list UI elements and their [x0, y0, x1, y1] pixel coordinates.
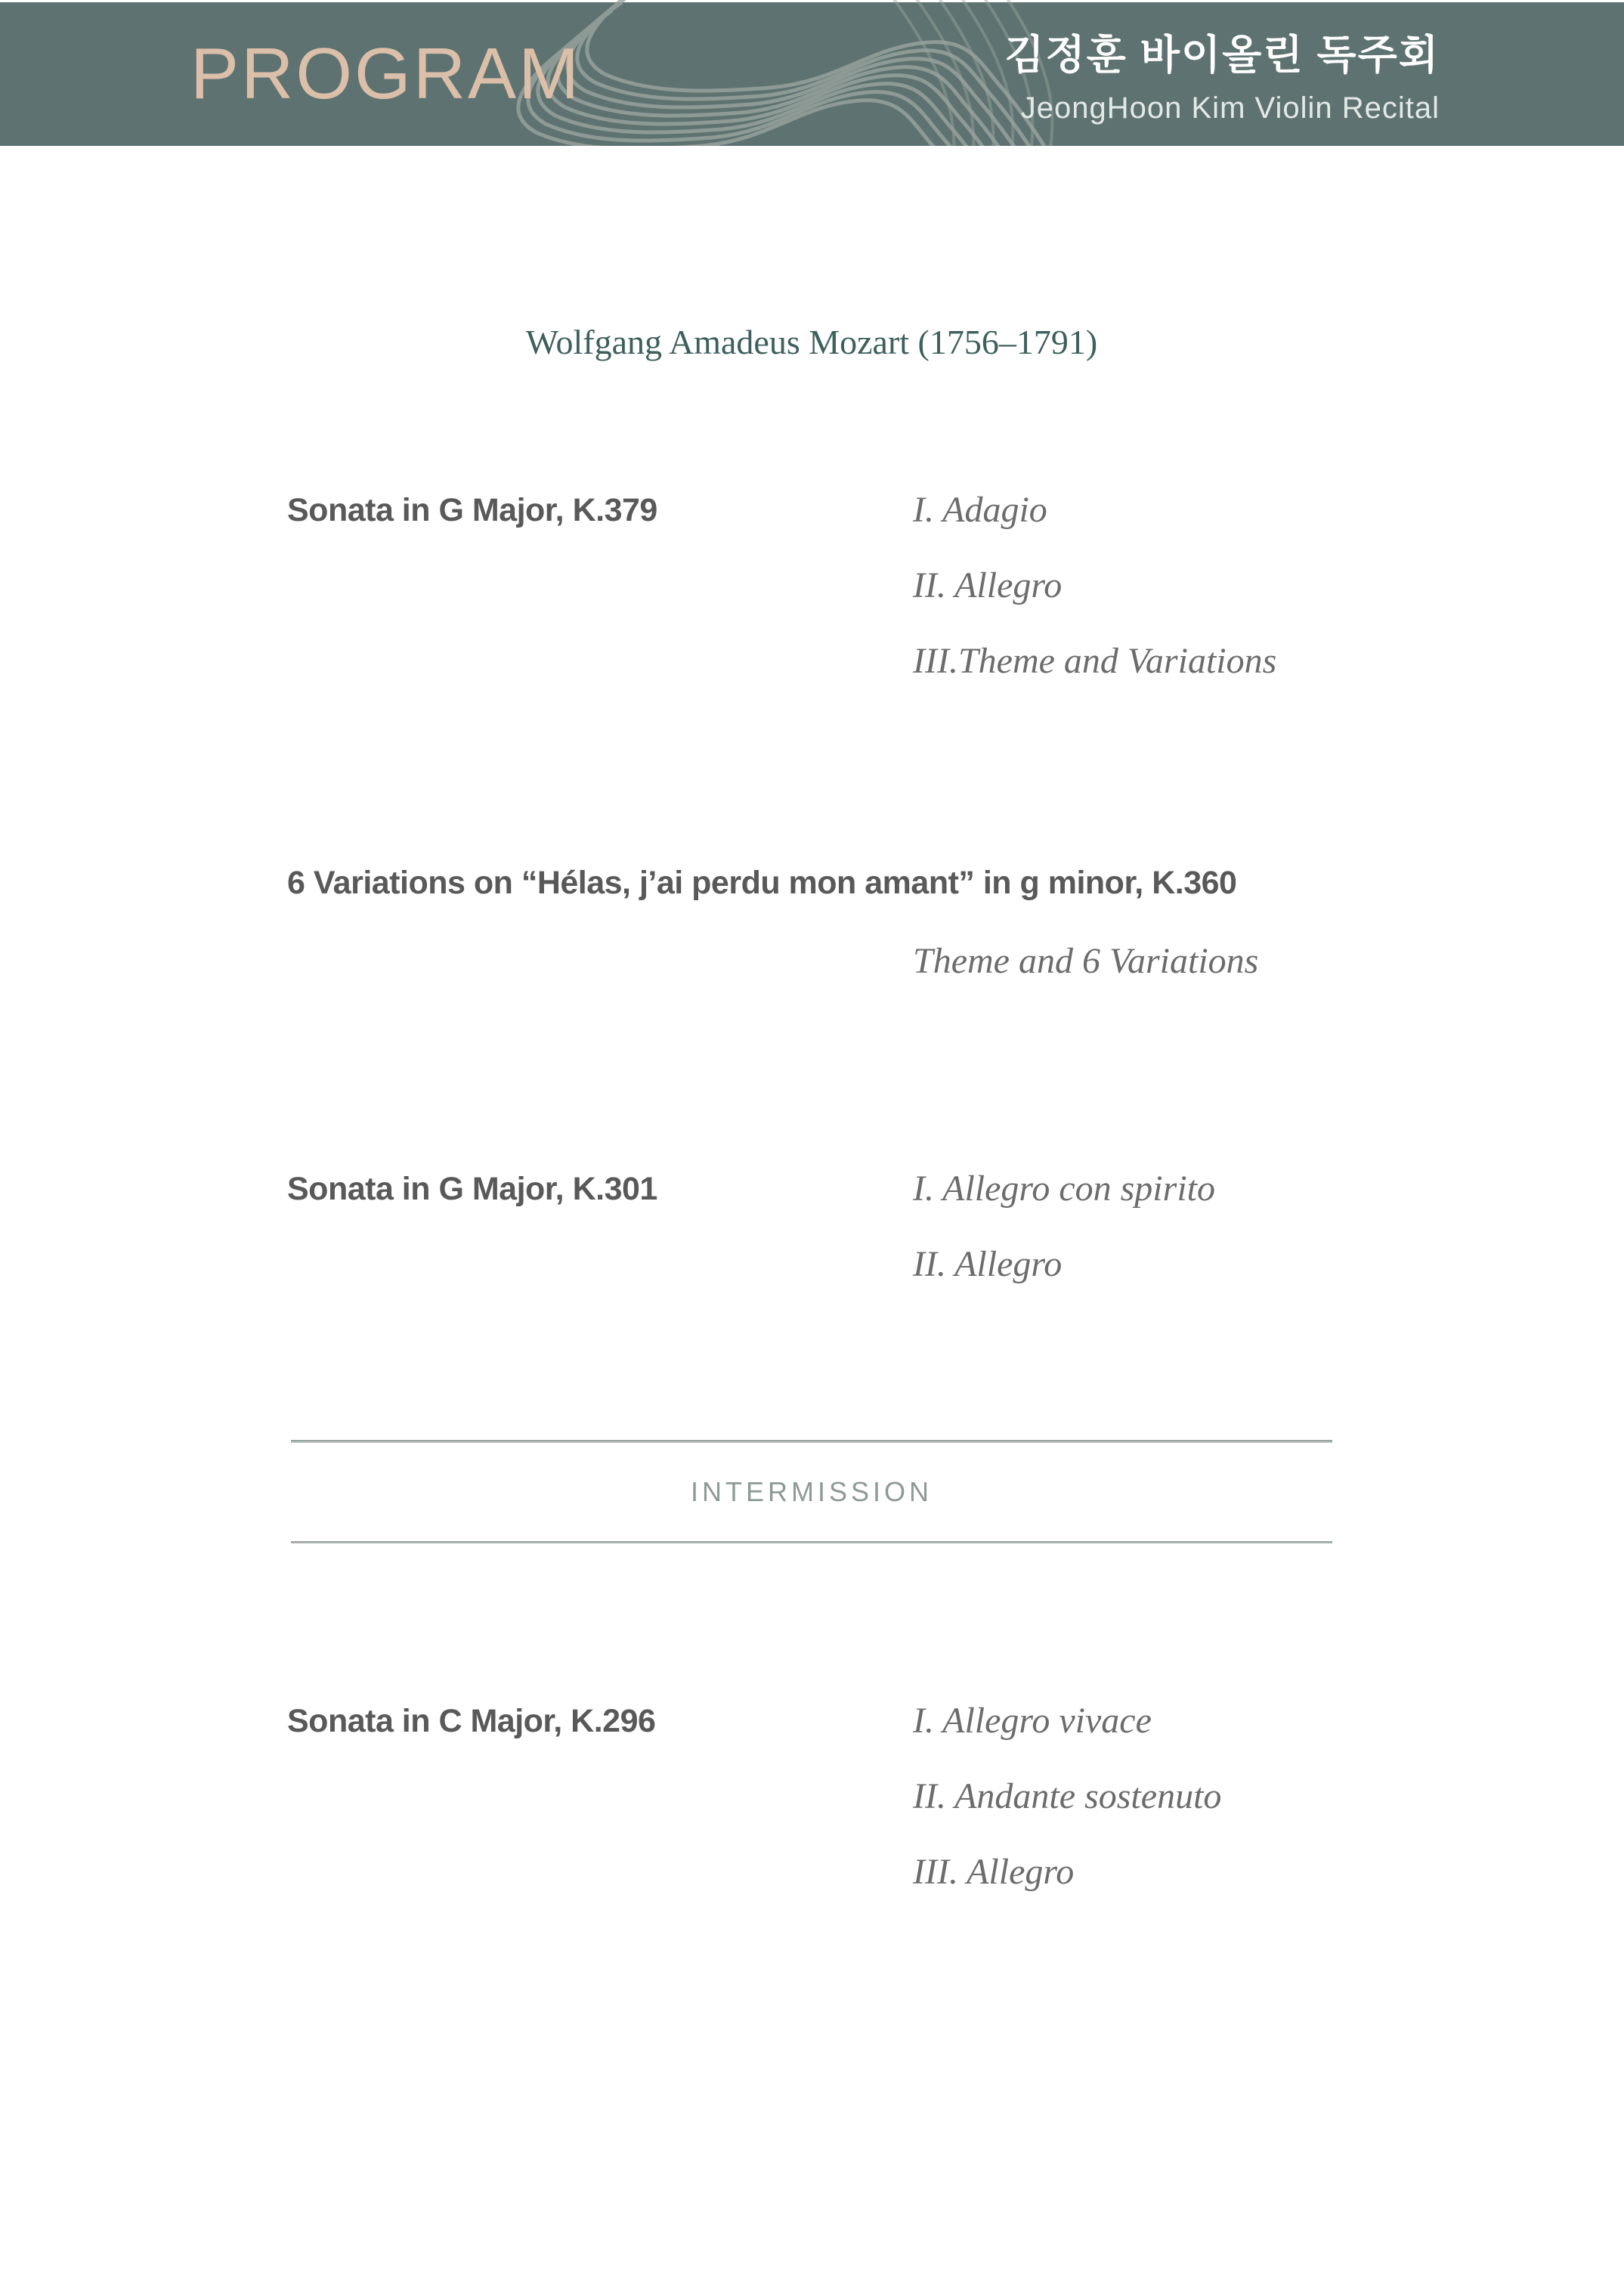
recital-title-english: JeongHoon Kim Violin Recital: [1020, 91, 1440, 125]
movement: Theme and 6 Variations: [913, 941, 1259, 981]
movement-list: [913, 472, 1276, 699]
intermission-label: INTERMISSION: [690, 1475, 933, 1507]
recital-title-block: [1004, 2, 1440, 146]
work-title: Sonata in C Major, K.296: [287, 1703, 656, 1739]
intermission-section: [291, 1440, 1332, 1543]
program-heading: PROGRAM: [190, 33, 582, 114]
work-title: Sonata in G Major, K.379: [287, 492, 657, 528]
work-title: Sonata in G Major, K.301: [287, 1171, 657, 1207]
movement: I. Adagio: [913, 490, 1047, 530]
movement: I. Allegro vivace: [913, 1701, 1152, 1741]
page-header: [0, 0, 1624, 146]
movement: II. Allegro: [913, 1244, 1063, 1284]
movement: III.Theme and Variations: [913, 641, 1277, 681]
movement: III. Allegro: [913, 1852, 1075, 1892]
recital-title-korean: 김정훈 바이올린 독주회: [1004, 33, 1440, 78]
movement-list: [913, 1683, 1221, 1910]
work-title: 6 Variations on “Hélas, j’ai perdu mon amant” in g minor, K.360: [287, 865, 1237, 901]
movement-list: [913, 924, 1258, 999]
movement: II. Allegro: [913, 565, 1063, 605]
composer-heading: Wolfgang Amadeus Mozart (1756–1791): [525, 323, 1098, 361]
movement-list: [913, 1151, 1215, 1302]
movement: I. Allegro con spirito: [913, 1169, 1215, 1209]
intermission-rule-bottom: [291, 1541, 1332, 1543]
movement: II. Andante sostenuto: [913, 1776, 1222, 1816]
